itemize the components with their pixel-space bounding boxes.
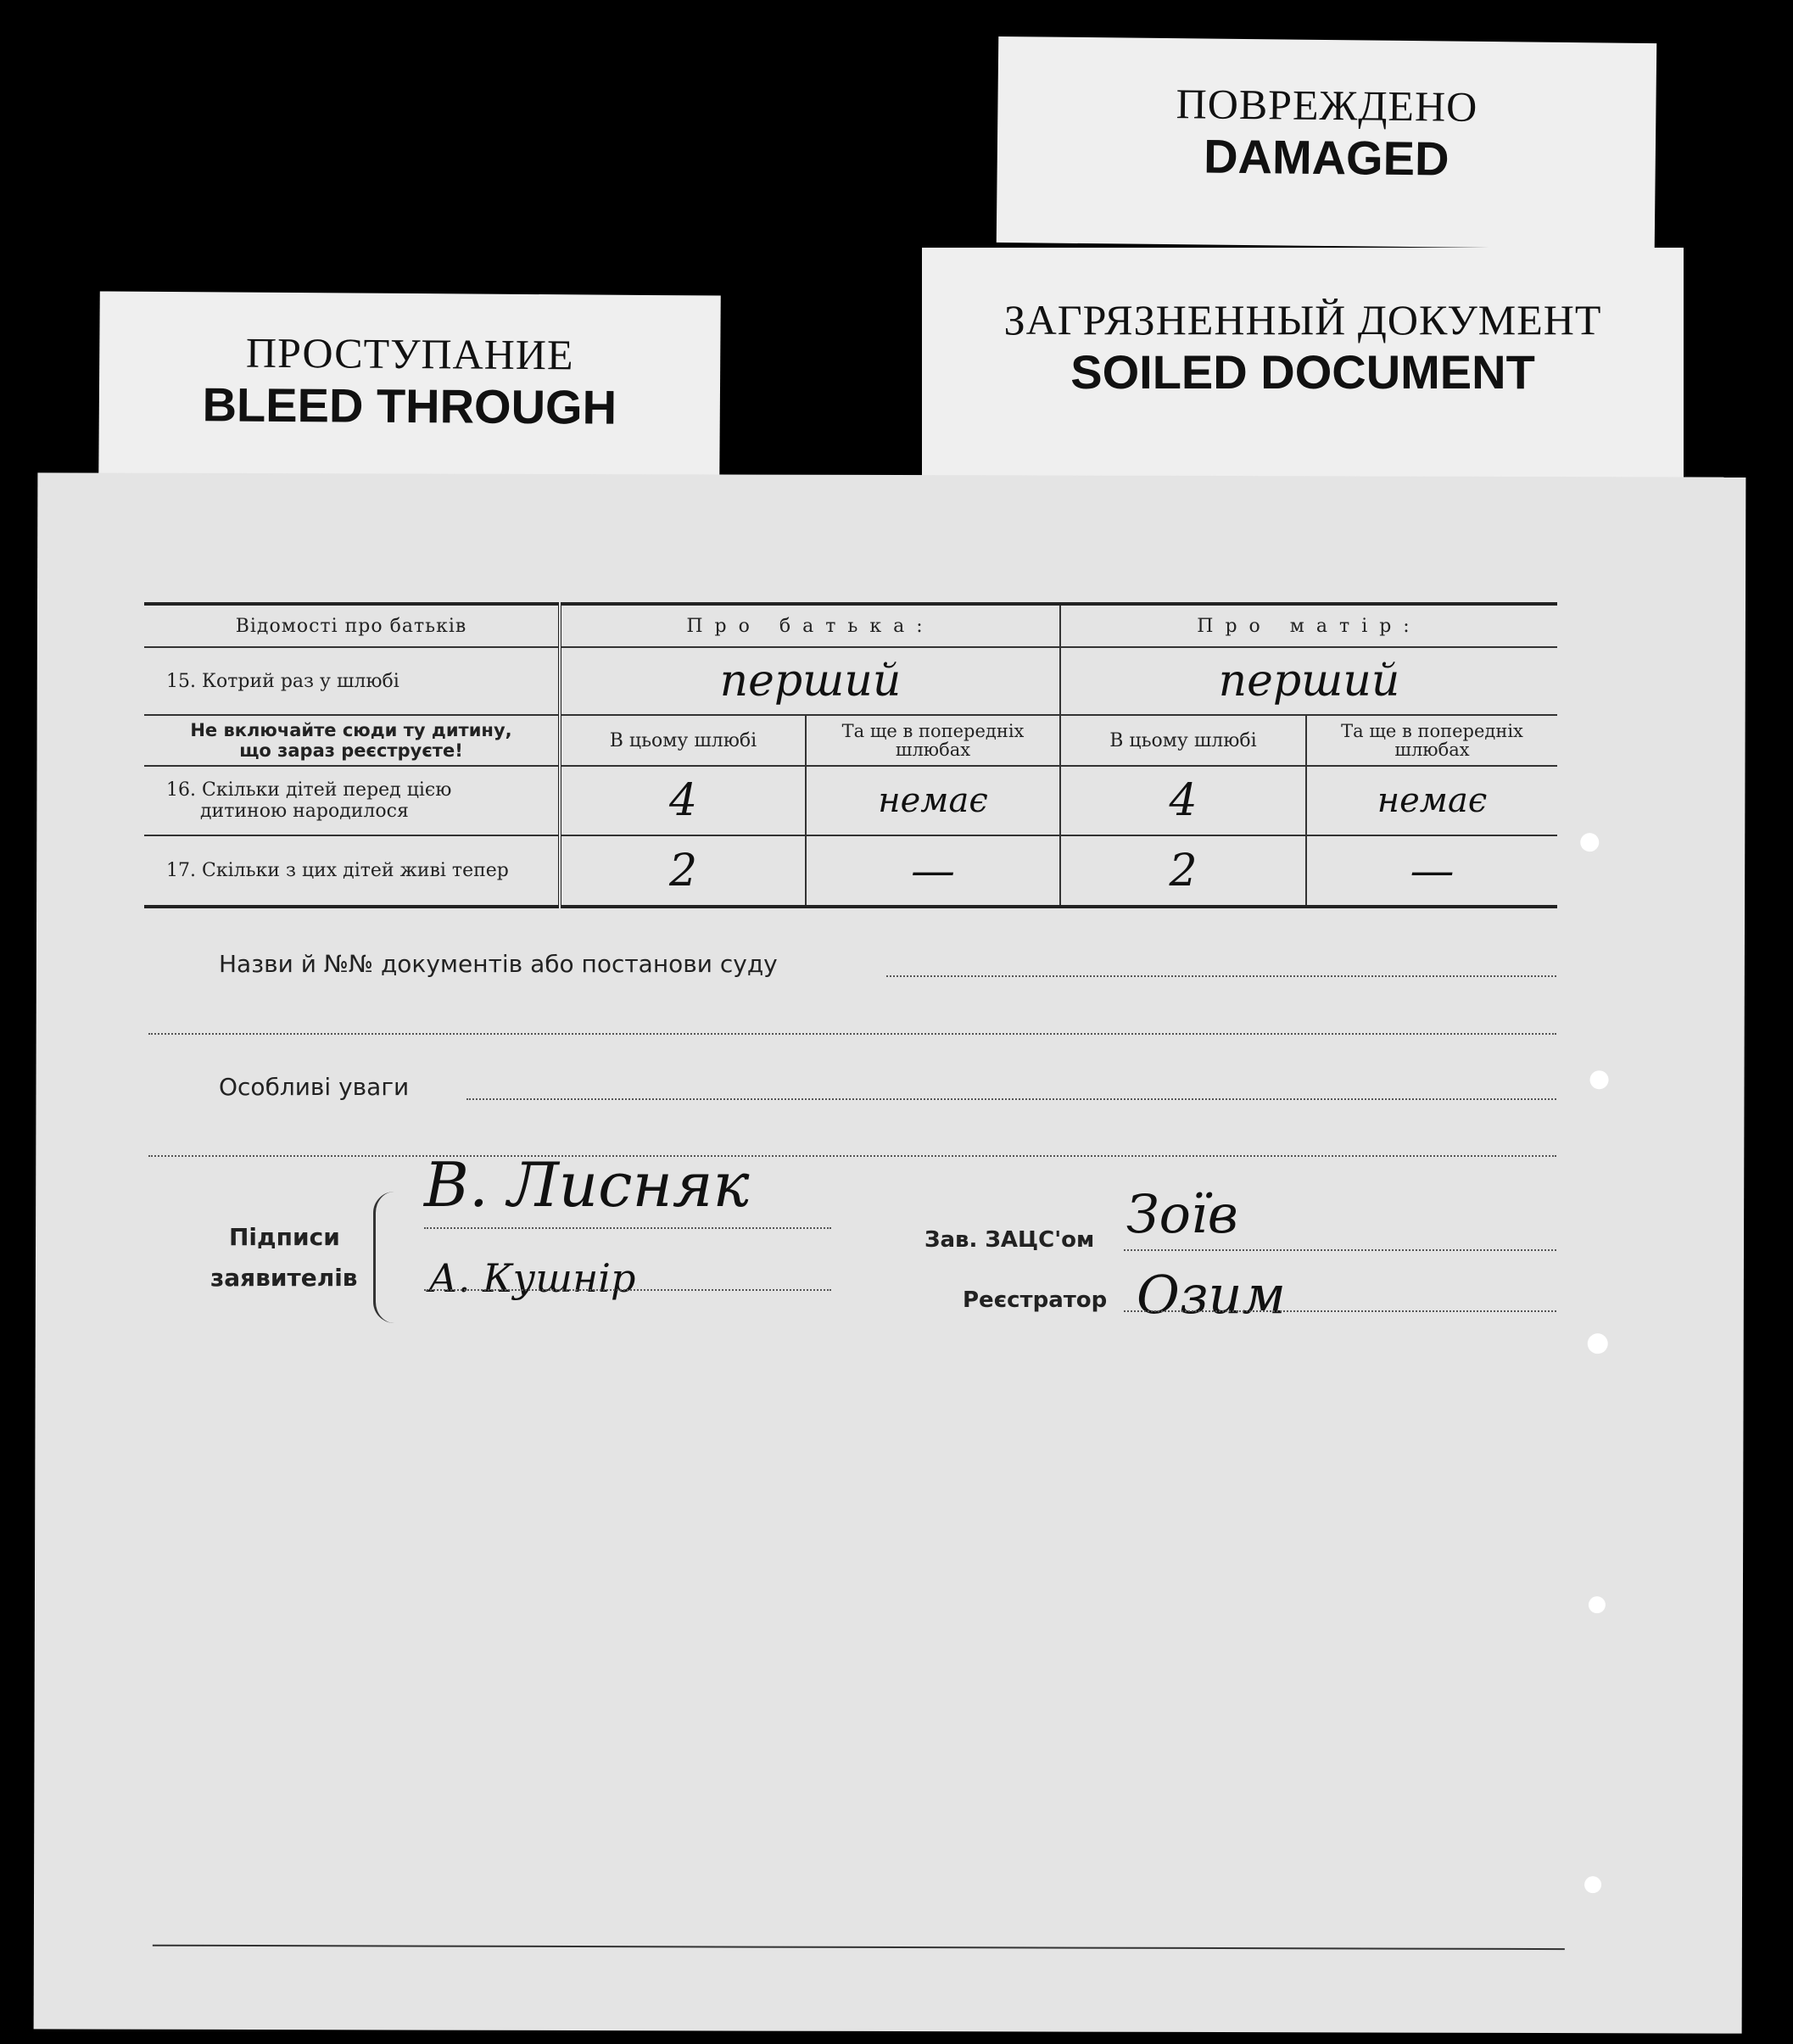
special-notes-line-2: [148, 1155, 1556, 1157]
prev-line2: шлюбах: [895, 740, 971, 760]
header-parents-info: Відомості про батьків: [144, 604, 560, 647]
applicant-signature-line-1: [424, 1227, 831, 1229]
punch-hole: [1584, 1876, 1601, 1893]
punch-hole: [1580, 833, 1599, 852]
father-previous-marriages-header: [806, 715, 1060, 766]
row16-father-this: 4: [560, 766, 806, 835]
damaged-label-en: DAMAGED: [1203, 129, 1449, 186]
prev-line1: Та ще в попередніх: [1341, 721, 1523, 741]
signatures-bracket: [373, 1192, 394, 1323]
head-signature-line: [1124, 1249, 1556, 1251]
signatures-label-2: заявителів: [210, 1264, 358, 1292]
header-mother: Про матір:: [1060, 604, 1557, 647]
soiled-label-ru: ЗАГРЯЗНЕННЫЙ ДОКУМЕНТ: [1003, 296, 1602, 343]
special-notes-line: [466, 1098, 1556, 1100]
row16-mother-prev: немає: [1306, 766, 1557, 835]
documents-label: Назви й №№ документів або постанови суду: [219, 950, 778, 978]
header-father: Про батька:: [560, 604, 1060, 647]
applicant-signature-1: В. Лисняк: [424, 1149, 750, 1220]
row-note: [144, 715, 560, 766]
parents-info-form: [144, 602, 1557, 908]
row17-mother-this: 2: [1060, 835, 1306, 907]
documents-line: [886, 975, 1556, 977]
row17-father-prev: —: [806, 835, 1060, 907]
prev-line1: Та ще в попередніх: [841, 721, 1025, 741]
row15-mother-value: перший: [1060, 647, 1557, 715]
row16-question: [144, 766, 560, 835]
head-of-registry-label: Зав. ЗАЦС'ом: [924, 1227, 1095, 1253]
documents-line-2: [148, 1033, 1556, 1035]
row16-line1: 16. Скільки дітей перед цією: [166, 779, 452, 801]
signatures-label-1: Підписи: [229, 1223, 340, 1251]
head-signature: Зоїв: [1126, 1183, 1238, 1245]
damaged-label-ru: ПОВРЕЖДЕНО: [1176, 80, 1478, 131]
note-line1: Не включайте сюди ту дитину,: [190, 720, 512, 740]
soiled-label-en: SOILED DOCUMENT: [1070, 345, 1535, 399]
registrar-label: Реєстратор: [963, 1287, 1108, 1313]
special-notes-label: Особливі уваги: [219, 1073, 410, 1101]
parents-table: [144, 602, 1557, 908]
prev-line2: шлюбах: [1394, 740, 1470, 760]
row16-mother-this: 4: [1060, 766, 1306, 835]
applicant-signature-2: А. Кушнір: [428, 1255, 636, 1301]
damaged-label: [997, 36, 1657, 249]
row16-line2: дитиною народилося: [200, 801, 409, 822]
mother-previous-marriages-header: [1306, 715, 1557, 766]
bleed-through-label: [98, 291, 721, 483]
punch-hole: [1590, 1070, 1609, 1089]
note-line2: що зараз реєструєте!: [239, 740, 463, 761]
table-row: [144, 835, 1557, 907]
row16-father-prev: немає: [806, 766, 1060, 835]
mother-in-this-marriage-header: В цьому шлюбі: [1060, 715, 1306, 766]
bleed-label-ru: ПРОСТУПАНИЕ: [245, 328, 574, 379]
punch-hole: [1589, 1596, 1606, 1613]
punch-hole: [1588, 1333, 1608, 1354]
row17-question: 17. Скільки з цих дітей живі тепер: [144, 835, 560, 907]
table-row: [144, 766, 1557, 835]
registrar-signature-line: [1124, 1310, 1556, 1312]
row17-mother-prev: —: [1306, 835, 1557, 907]
table-header-row: [144, 604, 1557, 647]
row17-father-this: 2: [560, 835, 806, 907]
bottom-rule: [153, 1945, 1565, 1950]
table-row: [144, 647, 1557, 715]
applicant-signature-line-2: [424, 1289, 831, 1291]
registrar-signature: Озим: [1137, 1264, 1286, 1326]
father-in-this-marriage-header: В цьому шлюбі: [560, 715, 806, 766]
row15-question: 15. Котрий раз у шлюбі: [144, 647, 560, 715]
table-row: [144, 715, 1557, 766]
bleed-label-en: BLEED THROUGH: [202, 377, 617, 434]
row15-father-value: перший: [560, 647, 1060, 715]
soiled-document-label: [922, 248, 1684, 483]
